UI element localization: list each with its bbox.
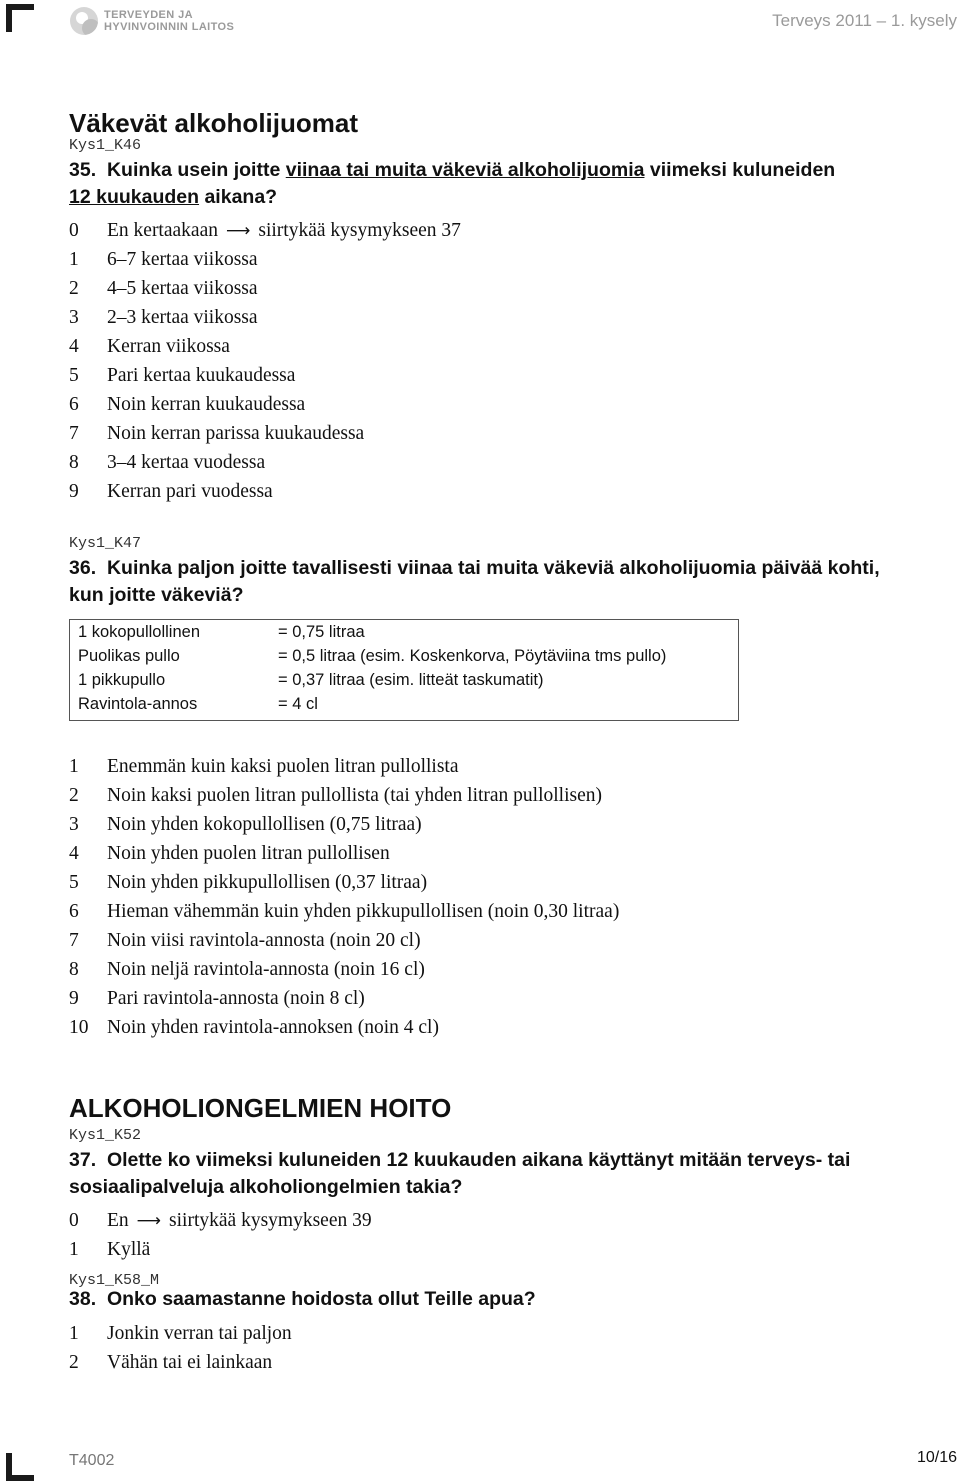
- answer-option[interactable]: [69, 1322, 292, 1346]
- answer-option[interactable]: [69, 813, 422, 837]
- survey-title: Terveys 2011 – 1. kysely: [772, 11, 957, 30]
- answer-option[interactable]: [69, 451, 265, 475]
- option-label: Noin viisi ravintola-annosta (noin 20 cl): [107, 930, 421, 951]
- option-code: 9: [69, 481, 79, 502]
- question-text: viimeksi kuluneiden: [644, 159, 836, 181]
- answer-option[interactable]: [69, 958, 425, 982]
- question-text-underlined: viinaa tai muita väkeviä alkoholijuomia: [285, 159, 645, 181]
- question-text: sosiaalipalveluja alkoholiongelmien takia?: [69, 1176, 463, 1198]
- option-code: 8: [69, 959, 79, 980]
- question-number: 37.: [69, 1149, 97, 1171]
- option-code: 0: [69, 220, 79, 241]
- option-code: 2: [69, 1352, 79, 1373]
- question-36: [69, 555, 939, 609]
- question-38: [69, 1286, 939, 1313]
- section-heading-strong-alcohol: Väkevät alkoholijuomat: [69, 108, 358, 138]
- answer-option[interactable]: [69, 277, 258, 301]
- answer-option[interactable]: [69, 1209, 372, 1233]
- answer-option[interactable]: [69, 755, 459, 779]
- answer-option[interactable]: [69, 842, 390, 866]
- option-code: 7: [69, 930, 79, 951]
- arrow-right-icon: ⟶: [225, 221, 251, 241]
- option-label: Noin kaksi puolen litran pullollista (tai yhden litran pullollisen): [107, 785, 603, 806]
- option-code: 4: [69, 336, 79, 357]
- reference-row: [78, 695, 318, 714]
- reference-value: = 0,5 litraa (esim. Koskenkorva, Pöytäviina tms pullo): [278, 647, 667, 665]
- option-code: 6: [69, 901, 79, 922]
- option-label: Noin yhden puolen litran pullollisen: [107, 843, 390, 864]
- question-text: Kuinka usein joitte: [106, 159, 286, 181]
- answer-option[interactable]: [69, 1238, 150, 1262]
- question-text: Onko saamastanne hoidosta ollut Teille apua?: [106, 1288, 536, 1310]
- variable-code-q35: Kys1_K46: [69, 137, 142, 154]
- option-code: 9: [69, 988, 79, 1009]
- reference-value: = 0,37 litraa (esim. litteät taskumatit): [278, 671, 544, 689]
- option-label: Pari kertaa kuukaudessa: [107, 365, 296, 386]
- arrow-right-icon: ⟶: [136, 1211, 162, 1231]
- option-label: Enemmän kuin kaksi puolen litran pullollista: [107, 756, 459, 777]
- option-label: Jonkin verran tai paljon: [107, 1323, 292, 1344]
- answer-option[interactable]: [69, 1016, 439, 1040]
- section-heading-alcohol-treatment: ALKOHOLIONGELMIEN HOITO: [69, 1093, 452, 1123]
- option-code: 6: [69, 394, 79, 415]
- question-text: Kuinka paljon joitte tavallisesti viinaa tai muita väkeviä alkoholijuomia päivää kohti,: [106, 557, 880, 579]
- option-label: Pari ravintola-annosta (noin 8 cl): [107, 988, 365, 1009]
- reference-row: [78, 671, 543, 690]
- question-35: [69, 157, 939, 211]
- answer-option[interactable]: [69, 393, 305, 417]
- option-label: 4–5 kertaa viikossa: [107, 278, 258, 299]
- option-label: Noin neljä ravintola-annosta (noin 16 cl): [107, 959, 425, 980]
- option-code: 3: [69, 307, 79, 328]
- answer-option[interactable]: [69, 422, 364, 446]
- form-code: T4002: [69, 1452, 115, 1469]
- option-label: Noin yhden ravintola-annoksen (noin 4 cl): [107, 1017, 439, 1038]
- option-label: En kertaakaan: [107, 220, 218, 241]
- question-37: [69, 1147, 939, 1201]
- option-label: Noin kerran kuukaudessa: [107, 394, 306, 415]
- question-text: aikana?: [199, 186, 278, 208]
- option-label: Noin kerran parissa kuukaudessa: [107, 423, 365, 444]
- thl-logo-icon: [70, 7, 98, 35]
- answer-option[interactable]: [69, 335, 230, 359]
- option-label: Vähän tai ei lainkaan: [107, 1352, 273, 1373]
- option-code: 1: [69, 1239, 79, 1260]
- crop-mark-bottom-left: [6, 1453, 34, 1481]
- question-text: kun joitte väkeviä?: [69, 584, 244, 606]
- question-number: 38.: [69, 1288, 97, 1310]
- option-code: 5: [69, 365, 79, 386]
- crop-mark-top-left: [6, 4, 34, 32]
- reference-label: 1 kokopullollinen: [78, 623, 201, 641]
- volume-reference-box: [69, 619, 739, 721]
- answer-option[interactable]: [69, 219, 461, 243]
- question-text: Olette ko viimeksi kuluneiden 12 kuukauden aikana käyttänyt mitään terveys- tai: [106, 1149, 851, 1171]
- option-code: 1: [69, 249, 79, 270]
- answer-option[interactable]: [69, 306, 258, 330]
- option-code: 2: [69, 785, 79, 806]
- variable-code-q38: Kys1_K58_M: [69, 1272, 160, 1289]
- variable-code-q37: Kys1_K52: [69, 1127, 142, 1144]
- answer-option[interactable]: [69, 480, 273, 504]
- skip-instruction: siirtykää kysymykseen 39: [169, 1210, 372, 1231]
- answer-option[interactable]: [69, 784, 602, 808]
- option-label: Kerran pari vuodessa: [107, 481, 273, 502]
- question-number: 35.: [69, 159, 97, 181]
- option-label: Noin yhden pikkupullollisen (0,37 litraa): [107, 872, 428, 893]
- option-code: 1: [69, 756, 79, 777]
- reference-row: [78, 623, 365, 642]
- option-code: 4: [69, 843, 79, 864]
- question-number: 36.: [69, 557, 97, 579]
- variable-code-q36: Kys1_K47: [69, 535, 142, 552]
- reference-value: = 0,75 litraa: [278, 623, 365, 641]
- reference-row: [78, 647, 666, 666]
- option-code: 8: [69, 452, 79, 473]
- answer-option[interactable]: [69, 248, 258, 272]
- option-label: Hieman vähemmän kuin yhden pikkupullollisen (noin 0,30 litraa): [107, 901, 620, 922]
- question-text-underlined: 12 kuukauden: [69, 186, 200, 208]
- reference-label: Puolikas pullo: [78, 647, 180, 665]
- option-label: 2–3 kertaa viikossa: [107, 307, 258, 328]
- reference-value: = 4 cl: [278, 695, 318, 713]
- answer-option[interactable]: [69, 987, 365, 1011]
- option-code: 3: [69, 814, 79, 835]
- option-code: 1: [69, 1323, 79, 1344]
- option-code: 5: [69, 872, 79, 893]
- answer-option[interactable]: [69, 900, 619, 924]
- reference-label: 1 pikkupullo: [78, 671, 166, 689]
- answer-option[interactable]: [69, 1351, 272, 1375]
- option-label: Kyllä: [107, 1239, 151, 1260]
- answer-option[interactable]: [69, 871, 427, 895]
- option-label: Kerran viikossa: [107, 336, 230, 357]
- skip-instruction: siirtykää kysymykseen 37: [258, 220, 461, 241]
- answer-option[interactable]: [69, 364, 295, 388]
- option-code: 7: [69, 423, 79, 444]
- logo-line-2: HYVINVOINNIN LAITOS: [104, 21, 235, 33]
- option-code: 10: [69, 1017, 89, 1038]
- reference-label: Ravintola-annos: [78, 695, 198, 713]
- option-label: En: [107, 1210, 129, 1231]
- option-code: 0: [69, 1210, 79, 1231]
- page-number: 10/16: [916, 1449, 957, 1466]
- thl-logo: [70, 6, 234, 36]
- answer-option[interactable]: [69, 929, 421, 953]
- option-label: 3–4 kertaa vuodessa: [107, 452, 266, 473]
- logo-line-1: TERVEYDEN JA: [104, 9, 193, 21]
- option-label: Noin yhden kokopullollisen (0,75 litraa): [107, 814, 422, 835]
- option-label: 6–7 kertaa viikossa: [107, 249, 258, 270]
- option-code: 2: [69, 278, 79, 299]
